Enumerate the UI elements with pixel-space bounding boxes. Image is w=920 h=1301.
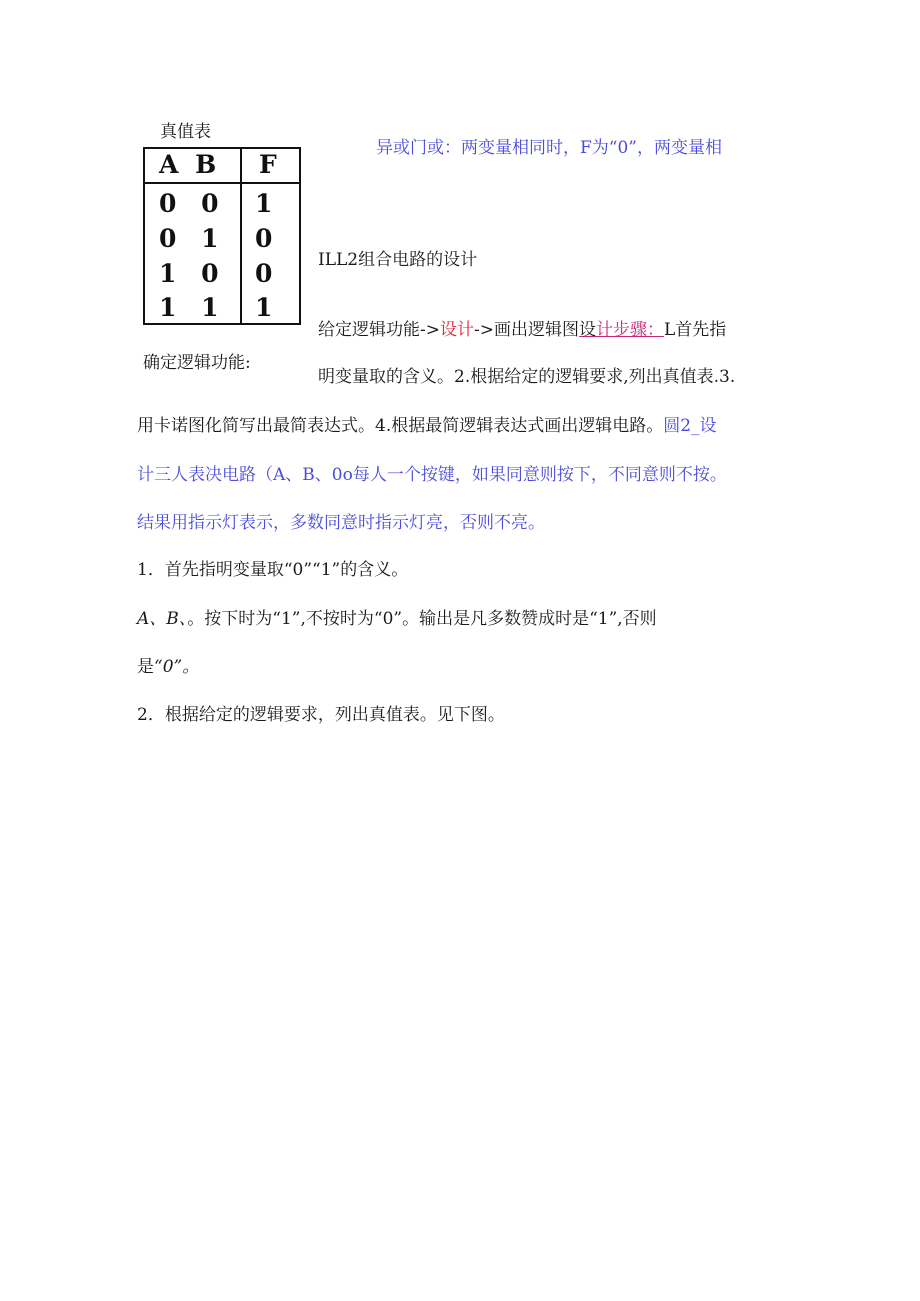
list-item-1: 1．首先指明变量取“0”“1”的含义。 bbox=[137, 560, 409, 580]
paragraph-line: 明变量取的含义。2.根据给定的逻辑要求,列出真值表.3. bbox=[318, 367, 736, 387]
paragraph-blue-text: 圆2_设 bbox=[663, 416, 717, 436]
detail-text: 。按下时为“1”,不按时为“0”。输出是凡多数赞成时是“1”,否则 bbox=[187, 609, 657, 629]
section-heading: ILL2组合电路的设计 bbox=[318, 250, 478, 270]
truth-table bbox=[143, 147, 301, 325]
flow-steps-label: 计步骤： bbox=[596, 320, 664, 340]
flow-design: 设计 bbox=[440, 320, 474, 340]
confirm-label: 确定逻辑功能: bbox=[143, 353, 251, 373]
table-row-ab: 1 0 bbox=[159, 259, 227, 288]
list-item-1-detail-end bbox=[137, 652, 199, 677]
paragraph-line bbox=[137, 411, 717, 436]
variables-label: A、B、 bbox=[137, 609, 188, 629]
table-row-f: 0 bbox=[255, 224, 273, 253]
paragraph-line: 结果用指示灯表示，多数同意时指示灯亮，否则不亮。 bbox=[137, 513, 545, 533]
table-header-ab: A B bbox=[159, 150, 221, 179]
table-row-f: 1 bbox=[255, 189, 273, 218]
truth-table-title: 真值表 bbox=[160, 122, 211, 142]
table-row-f: 0 bbox=[255, 259, 273, 288]
detail-end-prefix: 是 bbox=[137, 657, 154, 677]
design-flow-line bbox=[318, 315, 726, 340]
table-vertical-divider bbox=[240, 149, 242, 323]
table-row-ab: 1 1 bbox=[159, 293, 227, 322]
flow-steps-prefix: 设 bbox=[579, 320, 596, 340]
table-header-f: F bbox=[259, 150, 277, 179]
list-item-1-detail bbox=[137, 604, 657, 629]
table-row-f: 1 bbox=[255, 293, 273, 322]
paragraph-line: 计三人表决电路（A、B、0o每人一个按键，如果同意则按下，不同意则不按。 bbox=[137, 465, 727, 485]
flow-part2: ->画出逻辑图 bbox=[474, 320, 579, 340]
detail-end-text: “0”。 bbox=[154, 657, 200, 677]
table-row-ab: 0 0 bbox=[159, 189, 227, 218]
paragraph-text: 用卡诺图化简写出最简表达式。4.根据最简逻辑表达式画出逻辑电路。 bbox=[137, 416, 664, 436]
flow-part3: L首先指 bbox=[664, 320, 727, 340]
xor-note: 异或门或：两变量相同时，F为“0”，两变量相 bbox=[376, 138, 722, 158]
table-header-divider bbox=[145, 182, 299, 184]
flow-part1: 给定逻辑功能-> bbox=[318, 320, 440, 340]
table-row-ab: 0 1 bbox=[159, 224, 227, 253]
list-item-2: 2．根据给定的逻辑要求，列出真值表。见下图。 bbox=[137, 705, 505, 725]
